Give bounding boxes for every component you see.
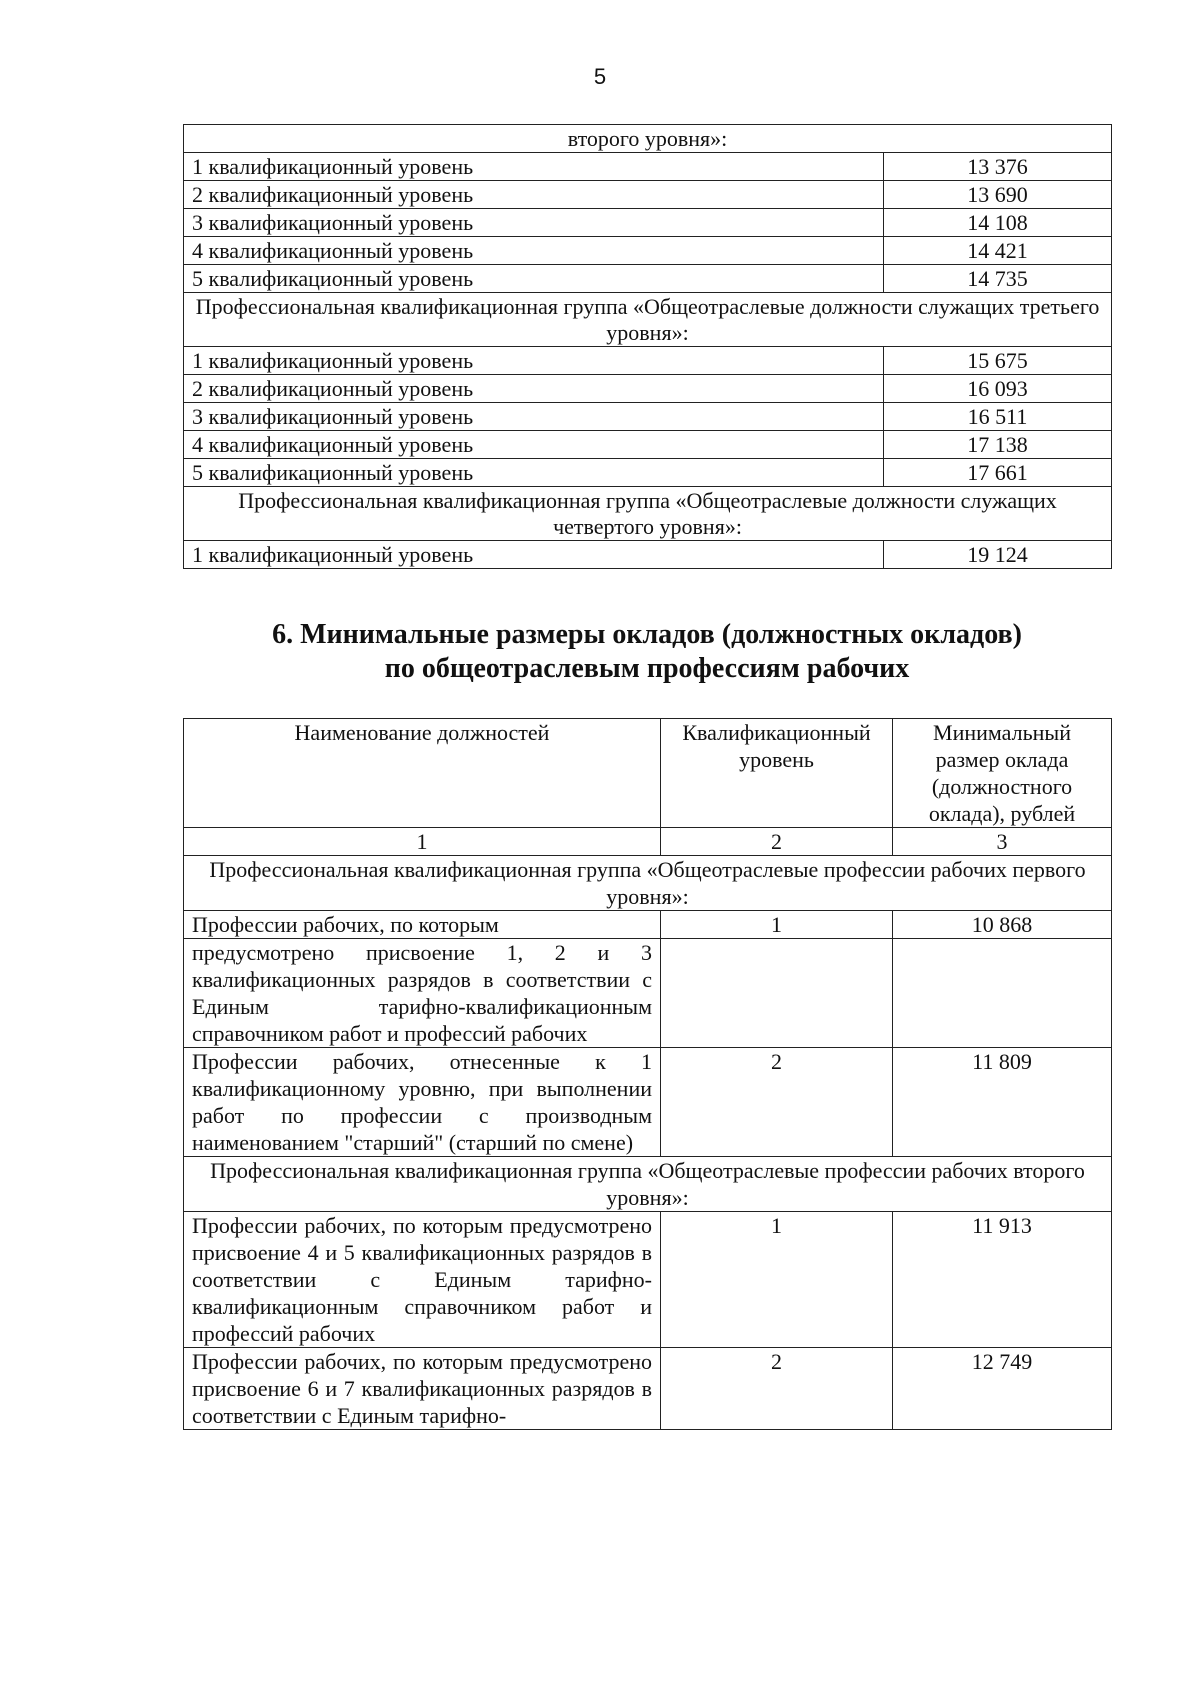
level-cell: 1 квалификационный уровень [184, 153, 884, 181]
table-row [184, 1048, 1112, 1157]
salary-cell: 14 421 [884, 237, 1112, 265]
table-row [184, 265, 1112, 293]
table-row [184, 487, 1112, 541]
table-row [184, 375, 1112, 403]
column-number: 3 [893, 828, 1112, 856]
table-row [184, 911, 1112, 939]
level-cell: 5 квалификационный уровень [184, 459, 884, 487]
salary-cell: 11 809 [893, 1048, 1112, 1157]
table-row [184, 939, 1112, 1048]
column-header: Минимальный размер оклада (должностного оклада), рублей [893, 719, 1112, 828]
page-number: 5 [593, 64, 607, 89]
salary-cell: 16 093 [884, 375, 1112, 403]
table-row [184, 541, 1112, 569]
salary-cell: 10 868 [893, 911, 1112, 939]
level-cell: 1 [661, 1212, 893, 1348]
profession-cell: Профессии рабочих, по которым [184, 911, 661, 939]
salary-table-workers [183, 718, 1112, 1430]
salary-cell: 13 376 [884, 153, 1112, 181]
table-row [184, 181, 1112, 209]
level-cell: 2 квалификационный уровень [184, 375, 884, 403]
group-title: второго уровня»: [184, 125, 1112, 153]
table-row [184, 1157, 1112, 1212]
profession-cell: Профессии рабочих, по которым предусмотрено присвоение 6 и 7 квалификационных разрядов в соответствии с Единым тарифно- [184, 1348, 661, 1430]
table-row [184, 403, 1112, 431]
table-row [184, 1348, 1112, 1430]
salary-cell: 14 735 [884, 265, 1112, 293]
salary-cell: 15 675 [884, 347, 1112, 375]
table-row [184, 237, 1112, 265]
column-header: Наименование должностей [184, 719, 661, 828]
salary-cell: 17 138 [884, 431, 1112, 459]
level-cell: 2 [661, 1048, 893, 1157]
column-header: Квалификационный уровень [661, 719, 893, 828]
table-row [184, 431, 1112, 459]
salary-cell: 12 749 [893, 1348, 1112, 1430]
level-cell: 3 квалификационный уровень [184, 209, 884, 237]
column-number: 2 [661, 828, 893, 856]
level-cell: 2 квалификационный уровень [184, 181, 884, 209]
level-cell: 4 квалификационный уровень [184, 237, 884, 265]
level-cell [661, 939, 893, 1048]
group-title: Профессиональная квалификационная группа «Общеотраслевые профессии рабочих первого уровня»: [184, 856, 1112, 911]
profession-cell: предусмотрено присвоение 1, 2 и 3 квалификационных разрядов в соответствии с Единым тарифно-квалификационным справочником работ и профессий рабочих [184, 939, 661, 1048]
salary-cell: 17 661 [884, 459, 1112, 487]
section-title-line-2: по общеотраслевым профессиям рабочих [384, 653, 910, 684]
group-title: Профессиональная квалификационная группа «Общеотраслевые должности служащих четвертого уровня»: [184, 487, 1112, 541]
level-cell: 2 [661, 1348, 893, 1430]
salary-cell [893, 939, 1112, 1048]
salary-table-employees [183, 124, 1112, 569]
level-cell: 5 квалификационный уровень [184, 265, 884, 293]
table-row [184, 153, 1112, 181]
level-cell: 1 квалификационный уровень [184, 541, 884, 569]
table-row [184, 293, 1112, 347]
level-cell: 1 [661, 911, 893, 939]
group-title: Профессиональная квалификационная группа «Общеотраслевые профессии рабочих второго уровня»: [184, 1157, 1112, 1212]
table-row [184, 209, 1112, 237]
section-6-heading [183, 618, 1111, 686]
group-title: Профессиональная квалификационная группа «Общеотраслевые должности служащих третьего уровня»: [184, 293, 1112, 347]
table-row [184, 125, 1112, 153]
salary-cell: 16 511 [884, 403, 1112, 431]
table-row [184, 1212, 1112, 1348]
profession-cell: Профессии рабочих, по которым предусмотрено присвоение 4 и 5 квалификационных разрядов в соответствии с Единым тарифно-квалификационным справочником работ и профессий рабочих [184, 1212, 661, 1348]
table-header-row [184, 719, 1112, 828]
table-row [184, 347, 1112, 375]
section-title-line-1: 6. Минимальные размеры окладов (должностных окладов) [272, 619, 1022, 650]
column-number: 1 [184, 828, 661, 856]
salary-cell: 14 108 [884, 209, 1112, 237]
table-row [184, 459, 1112, 487]
salary-cell: 19 124 [884, 541, 1112, 569]
level-cell: 3 квалификационный уровень [184, 403, 884, 431]
level-cell: 1 квалификационный уровень [184, 347, 884, 375]
column-number-row [184, 828, 1112, 856]
profession-cell: Профессии рабочих, отнесенные к 1 квалификационному уровню, при выполнении работ по профессии с производным наименованием "старший" (старший по смене) [184, 1048, 661, 1157]
table-row [184, 856, 1112, 911]
salary-cell: 11 913 [893, 1212, 1112, 1348]
level-cell: 4 квалификационный уровень [184, 431, 884, 459]
salary-cell: 13 690 [884, 181, 1112, 209]
